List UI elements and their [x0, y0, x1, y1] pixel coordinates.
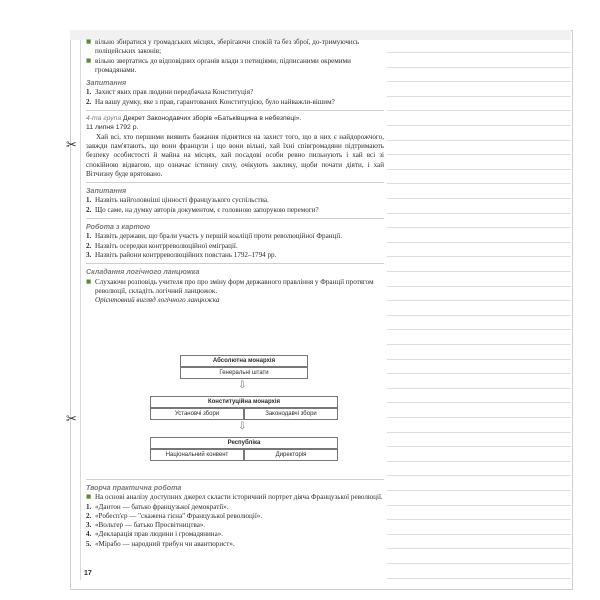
- note-line: [387, 344, 571, 345]
- note-line: [387, 96, 571, 97]
- square-bullet-icon: ■: [86, 57, 92, 64]
- list-item: ■ На основі аналізу доступних джерел скласти історичний портрет діяча Французької революції.: [86, 493, 383, 502]
- note-line: [387, 271, 571, 272]
- section-heading: Творча практична робота: [86, 484, 182, 492]
- note-line: [387, 475, 571, 476]
- divider: [86, 182, 384, 183]
- divider: [86, 263, 384, 264]
- list-item: 1. Захист яких прав людини передбачала Конституція?: [86, 88, 254, 97]
- note-line: [387, 548, 571, 549]
- box-national-convention: Національний конвент: [150, 449, 244, 461]
- note-line: [387, 490, 571, 491]
- note-line: [387, 417, 571, 418]
- list-item: 1. «Дантон — батько французької демократії».: [86, 502, 229, 511]
- note-line: [387, 125, 571, 126]
- note-line: [387, 81, 571, 82]
- note-line: [387, 432, 571, 433]
- note-line: [387, 198, 571, 199]
- note-line: [387, 169, 571, 170]
- note-line: [387, 315, 571, 316]
- note-line: [387, 388, 571, 389]
- list-item: 2. «Робесп'єр — "скажена гієна" Французької революції».: [86, 511, 263, 520]
- note-line: [387, 402, 571, 403]
- list-item: ■ Слухаючи розповідь учителя про про зміну форм державного правління у Франції протягом революції, складіть логічний ланцюжок.: [86, 277, 374, 295]
- note-line: [387, 67, 571, 68]
- list-item: ■ вільно звертатись до відповідних органів влади з петиціями, підписаними окремими громадянами.: [86, 56, 351, 74]
- note-line: [387, 505, 571, 506]
- note-line: [387, 183, 571, 184]
- list-item: 3. «Вольтер — батько Просвітництва».: [86, 521, 206, 530]
- square-bullet-icon: ■: [86, 39, 92, 45]
- box-estates-general: Генеральні штати: [180, 367, 308, 379]
- list-item: 1. Назвіть найголовніші цінності французького суспільства.: [86, 196, 269, 205]
- note-line: [387, 286, 571, 287]
- main-content: [86, 38, 384, 305]
- note-line: [387, 446, 571, 447]
- list-item: 2. Назвіть осередки контрреволюційної еміграції.: [86, 241, 238, 250]
- list-item: 2. Що саме, на думку авторів документом, є головною запорукою перемоги?: [86, 205, 319, 214]
- note-line: [387, 534, 571, 535]
- note-line: [387, 578, 571, 579]
- list-item: 4. «Декларація прав людини і громадянина».: [86, 530, 224, 539]
- document-date: 11 липня 1792 р.: [86, 124, 139, 132]
- section-heading: Складання логічного ланцюжка: [86, 268, 200, 277]
- box-republic: Республіка: [150, 437, 338, 449]
- margin-divider: [80, 40, 81, 580]
- list-item: 1. Назвіть держави, що брали участь у першій коаліції проти революційної Франції.: [86, 232, 343, 241]
- note-line: [387, 213, 571, 214]
- box-constituent-assembly: Установчі збори: [150, 408, 244, 420]
- note-line: [387, 519, 571, 520]
- divider: [86, 479, 384, 480]
- list-item: 3. Назвіть райони контрреволюційних повстань 1792–1794 рр.: [86, 250, 277, 259]
- box-directory: Директорія: [244, 449, 338, 461]
- document-text: Хай всі, хто першими виявить бажання піднятися на захист того, що в них є найдорожчого, завжди пам'ятають, що вони французи і що вони вільні, хай їхні співгромадяни підтримають безпеку особистості й майна на місцях, хай посадові особи ревно пильнують і хай всі зі спокійною відвагою, що означає істинну силу, очікують заклику, щоби почати діяти, і хай Вітчизну буде врятовано.: [86, 132, 384, 178]
- note-line: [387, 256, 571, 257]
- box-legislative-assembly: Законодавчі збори: [244, 408, 338, 420]
- note-line: [387, 563, 571, 564]
- section-heading: Робота з картою: [86, 223, 151, 232]
- note-line: [387, 329, 571, 330]
- diagram-caption: Орієнтовний вигляд логічного ланцюжка: [95, 296, 220, 305]
- list-item: 2. На вашу думку, яке з прав, гарантованих Конституцією, було найважли-вішим?: [86, 97, 335, 106]
- section-heading: Запитання: [86, 187, 127, 196]
- note-line: [387, 359, 571, 360]
- note-line: [387, 242, 571, 243]
- section-heading: Запитання: [86, 79, 127, 88]
- divider: [86, 218, 384, 219]
- square-bullet-icon: ■: [86, 278, 92, 285]
- creative-section: [86, 476, 384, 549]
- scissors-icon: ✂: [66, 138, 77, 153]
- note-line: [387, 227, 571, 228]
- note-line: [387, 154, 571, 155]
- note-line: [387, 52, 571, 53]
- note-line: [387, 461, 571, 462]
- scissors-icon: ✂: [66, 412, 77, 427]
- box-constitutional-monarchy: Конституційна монархія: [150, 396, 338, 408]
- square-bullet-icon: ■: [86, 494, 92, 501]
- arrow-down-icon: ⇩: [238, 380, 247, 391]
- note-line: [387, 110, 571, 111]
- note-line: [387, 373, 571, 374]
- list-item: ■ вільно збиратися у громадських місцях, зберігаючи спокій та без зброї, до-тримуючись поліцейських законів;: [86, 38, 360, 56]
- box-absolute-monarchy: Абсолютна монархія: [180, 355, 308, 367]
- logic-chain-diagram: [130, 355, 380, 470]
- note-line: [387, 300, 571, 301]
- note-line: [387, 140, 571, 141]
- divider: [86, 110, 384, 111]
- document-title: 4-та група Декрет Законодавчих зборів «Батьківщина в небезпеці».: [86, 115, 302, 123]
- arrow-down-icon: ⇩: [238, 421, 247, 432]
- notes-area: [387, 40, 571, 580]
- list-item: 5. «Мірабо — народний трибун чи авантюрист».: [86, 539, 235, 548]
- page-number: 17: [84, 570, 92, 577]
